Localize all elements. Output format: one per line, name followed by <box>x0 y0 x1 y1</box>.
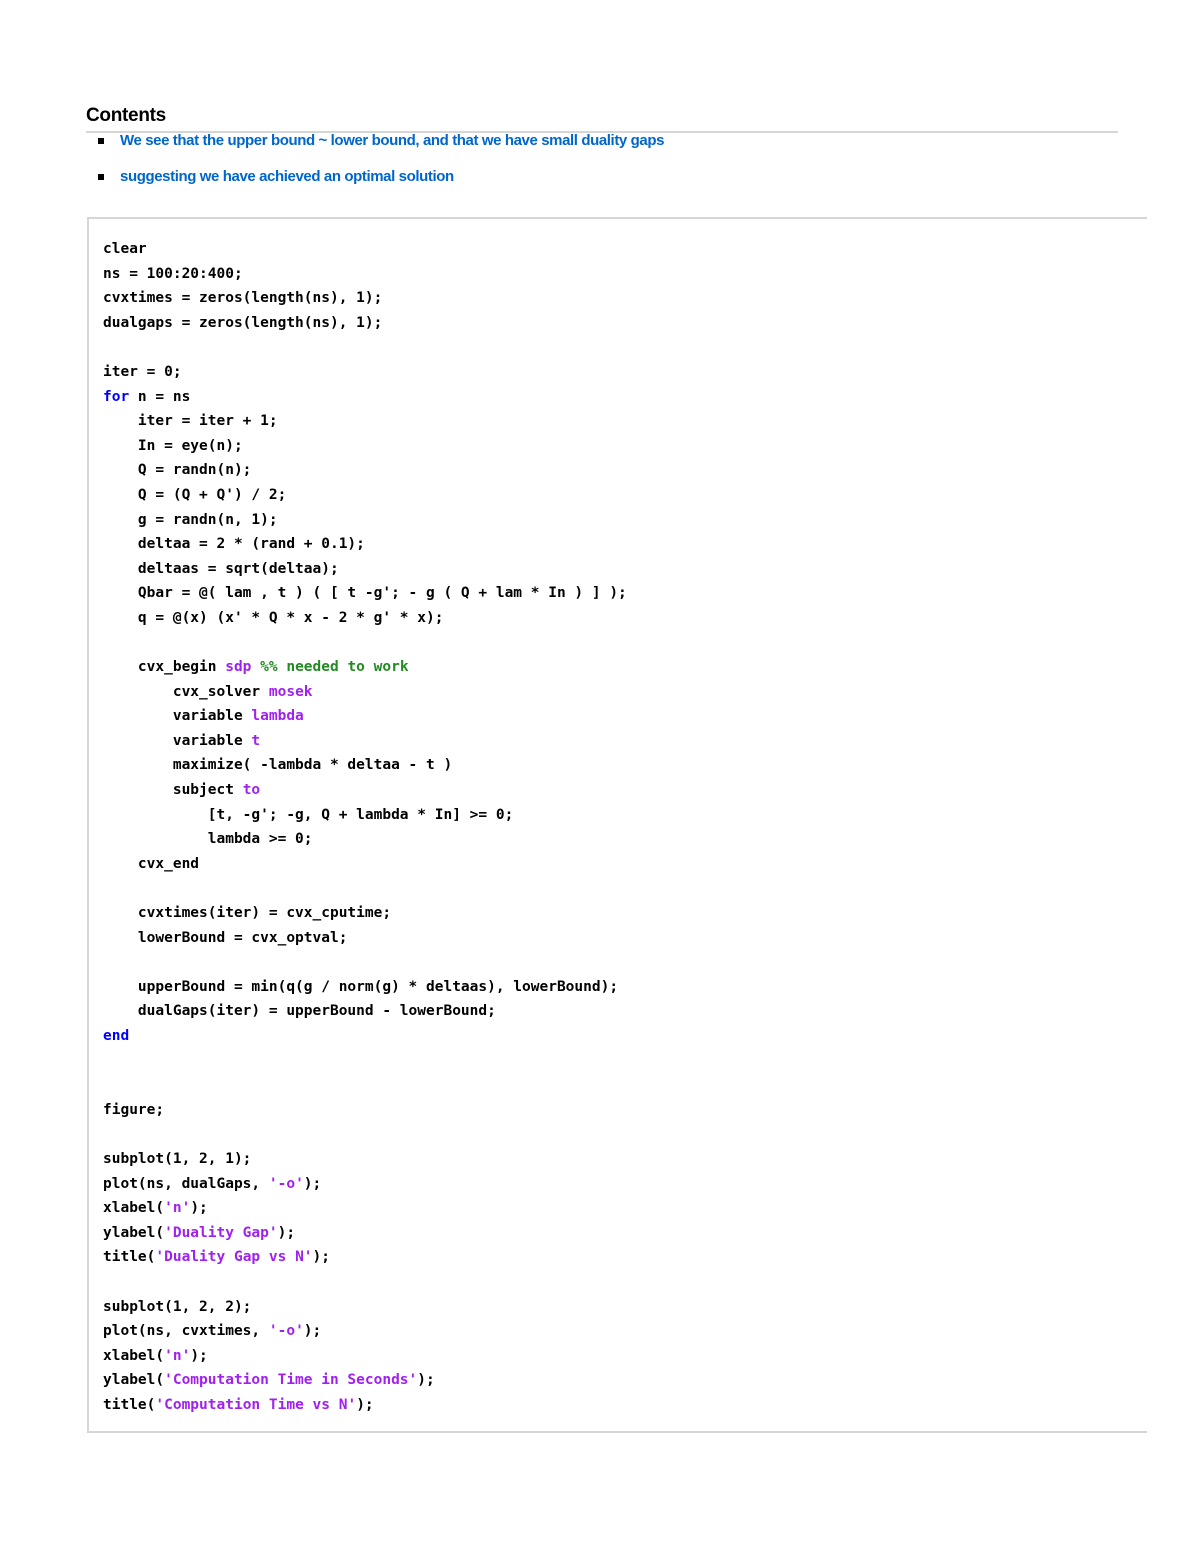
code-line <box>103 950 627 975</box>
code-text: title( <box>103 1249 156 1266</box>
code-line <box>103 286 627 311</box>
code-text: figure; <box>103 1101 165 1118</box>
code-line <box>103 1270 627 1295</box>
code-text: In = eye(n); <box>103 437 243 454</box>
code-text: subplot(1, 2, 2); <box>103 1298 252 1315</box>
code-line <box>103 803 627 828</box>
code-keyword: end <box>103 1028 130 1044</box>
code-line <box>103 581 627 606</box>
code-line <box>103 532 627 557</box>
code-text: ns = 100:20:400; <box>103 265 243 282</box>
code-line <box>103 1172 627 1197</box>
code-text: ylabel( <box>103 1372 165 1389</box>
code-text: Qbar = @( lam , t ) ( [ t -g'; - g ( Q + lam * In ) ] ); <box>103 585 627 602</box>
code-string: 'Computation Time in Seconds' <box>164 1372 418 1389</box>
code-keyword: for <box>103 388 130 405</box>
code-text: lowerBound = cvx_optval; <box>103 929 348 946</box>
code-line <box>103 335 627 360</box>
code-line <box>103 631 627 656</box>
code-line <box>103 852 627 877</box>
toc-link-optimal-solution[interactable]: suggesting we have achieved an optimal solution <box>120 168 454 185</box>
code-text: cvx_solver <box>103 683 269 700</box>
code-text: deltaa = 2 * (rand + 0.1); <box>103 536 365 553</box>
code-text: subject <box>103 782 243 799</box>
code-text: ); <box>277 1224 296 1241</box>
code-line <box>103 680 627 705</box>
code-text: title( <box>103 1396 156 1413</box>
code-line <box>103 655 627 680</box>
code-text: xlabel( <box>103 1347 165 1364</box>
code-line <box>103 1196 627 1221</box>
code-line <box>103 1122 627 1147</box>
code-line <box>103 1221 627 1246</box>
code-line <box>103 729 627 754</box>
code-text: [t, -g'; -g, Q + lambda * In] >= 0; <box>103 806 514 823</box>
code-text: upperBound = min(q(g / norm(g) * deltaas), lowerBound); <box>103 978 619 995</box>
code-line <box>103 237 627 262</box>
code-line <box>103 1024 627 1049</box>
code-line <box>103 1368 627 1393</box>
code-line <box>103 999 627 1024</box>
code-text: iter = iter + 1; <box>103 413 278 430</box>
code-text: maximize( -lambda * deltaa - t ) <box>103 757 453 774</box>
code-line <box>103 778 627 803</box>
code-text: n = ns <box>129 388 191 405</box>
contents-heading: Contents <box>86 104 1118 133</box>
code-text: deltaas = sqrt(deltaa); <box>103 560 339 577</box>
code-line <box>103 434 627 459</box>
code-text: cvxtimes = zeros(length(ns), 1); <box>103 290 383 307</box>
code-line <box>103 704 627 729</box>
code-line <box>103 1295 627 1320</box>
code-string: '-o' <box>268 1175 304 1192</box>
code-text: cvxtimes(iter) = cvx_cputime; <box>103 905 392 922</box>
code-line <box>103 311 627 336</box>
code-text: cvx_begin <box>103 659 226 676</box>
code-text: g = randn(n, 1); <box>103 511 278 528</box>
code-string: sdp <box>225 659 252 676</box>
code-block <box>87 217 1147 1433</box>
code-line <box>103 876 627 901</box>
code-string: 'Duality Gap vs N' <box>155 1249 313 1266</box>
code-string: lambda <box>251 708 304 725</box>
code-text: plot(ns, dualGaps, <box>103 1175 269 1192</box>
code-text: xlabel( <box>103 1200 165 1217</box>
code-text: ); <box>312 1249 330 1266</box>
code-text: ); <box>190 1200 208 1217</box>
code-line <box>103 901 627 926</box>
code-string: to <box>242 782 261 799</box>
code-string: 'Computation Time vs N' <box>155 1396 357 1413</box>
code-text: variable <box>103 732 252 749</box>
code-line <box>103 1098 627 1123</box>
code-line <box>103 360 627 385</box>
bullet-icon <box>98 174 104 180</box>
code-text: dualGaps(iter) = upperBound - lowerBound; <box>103 1003 496 1020</box>
code-comment: %% needed to work <box>251 659 409 676</box>
code-text: variable <box>103 708 252 725</box>
code-line <box>103 508 627 533</box>
code-line <box>103 1319 627 1344</box>
code-text: subplot(1, 2, 1); <box>103 1150 252 1167</box>
code-line <box>103 557 627 582</box>
code-text: lambda >= 0; <box>103 831 313 848</box>
code-line <box>103 926 627 951</box>
bullet-icon <box>98 138 104 144</box>
code-string: 'Duality Gap' <box>164 1224 278 1241</box>
code-line <box>103 262 627 287</box>
code-text: Q = (Q + Q') / 2; <box>103 486 287 503</box>
code-line <box>103 827 627 852</box>
code-line <box>103 409 627 434</box>
code-line <box>103 483 627 508</box>
code-text: dualgaps = zeros(length(ns), 1); <box>103 314 383 331</box>
code-line <box>103 458 627 483</box>
code-text: iter = 0; <box>103 363 182 380</box>
code-text: q = @(x) (x' * Q * x - 2 * g' * x); <box>103 609 444 626</box>
code-string: t <box>251 732 261 749</box>
code-line <box>103 753 627 778</box>
code-string: 'n' <box>164 1200 191 1217</box>
code-text: ); <box>303 1323 322 1340</box>
code-text: cvx_end <box>103 855 200 872</box>
code-line <box>103 1147 627 1172</box>
code-line <box>103 975 627 1000</box>
code-line <box>103 385 627 410</box>
code-line <box>103 1344 627 1369</box>
toc-link-upper-bound[interactable]: We see that the upper bound ~ lower bound, and that we have small duality gaps <box>120 132 665 149</box>
code-line <box>103 1073 627 1098</box>
code-text: clear <box>103 241 147 257</box>
code-text: ); <box>356 1396 374 1413</box>
code-string: '-o' <box>268 1323 304 1340</box>
code-text: ylabel( <box>103 1224 165 1241</box>
code-text: plot(ns, cvxtimes, <box>103 1323 269 1340</box>
code-line <box>103 606 627 631</box>
code-string: mosek <box>268 683 313 700</box>
code-line <box>103 1049 627 1074</box>
code-text: ); <box>303 1175 322 1192</box>
code-text: ); <box>417 1372 435 1389</box>
code-string: 'n' <box>164 1347 191 1364</box>
code-line <box>103 1245 627 1270</box>
code-listing <box>103 237 627 1418</box>
code-text: Q = randn(n); <box>103 462 252 479</box>
code-line <box>103 1393 627 1418</box>
code-text: ); <box>190 1347 208 1364</box>
